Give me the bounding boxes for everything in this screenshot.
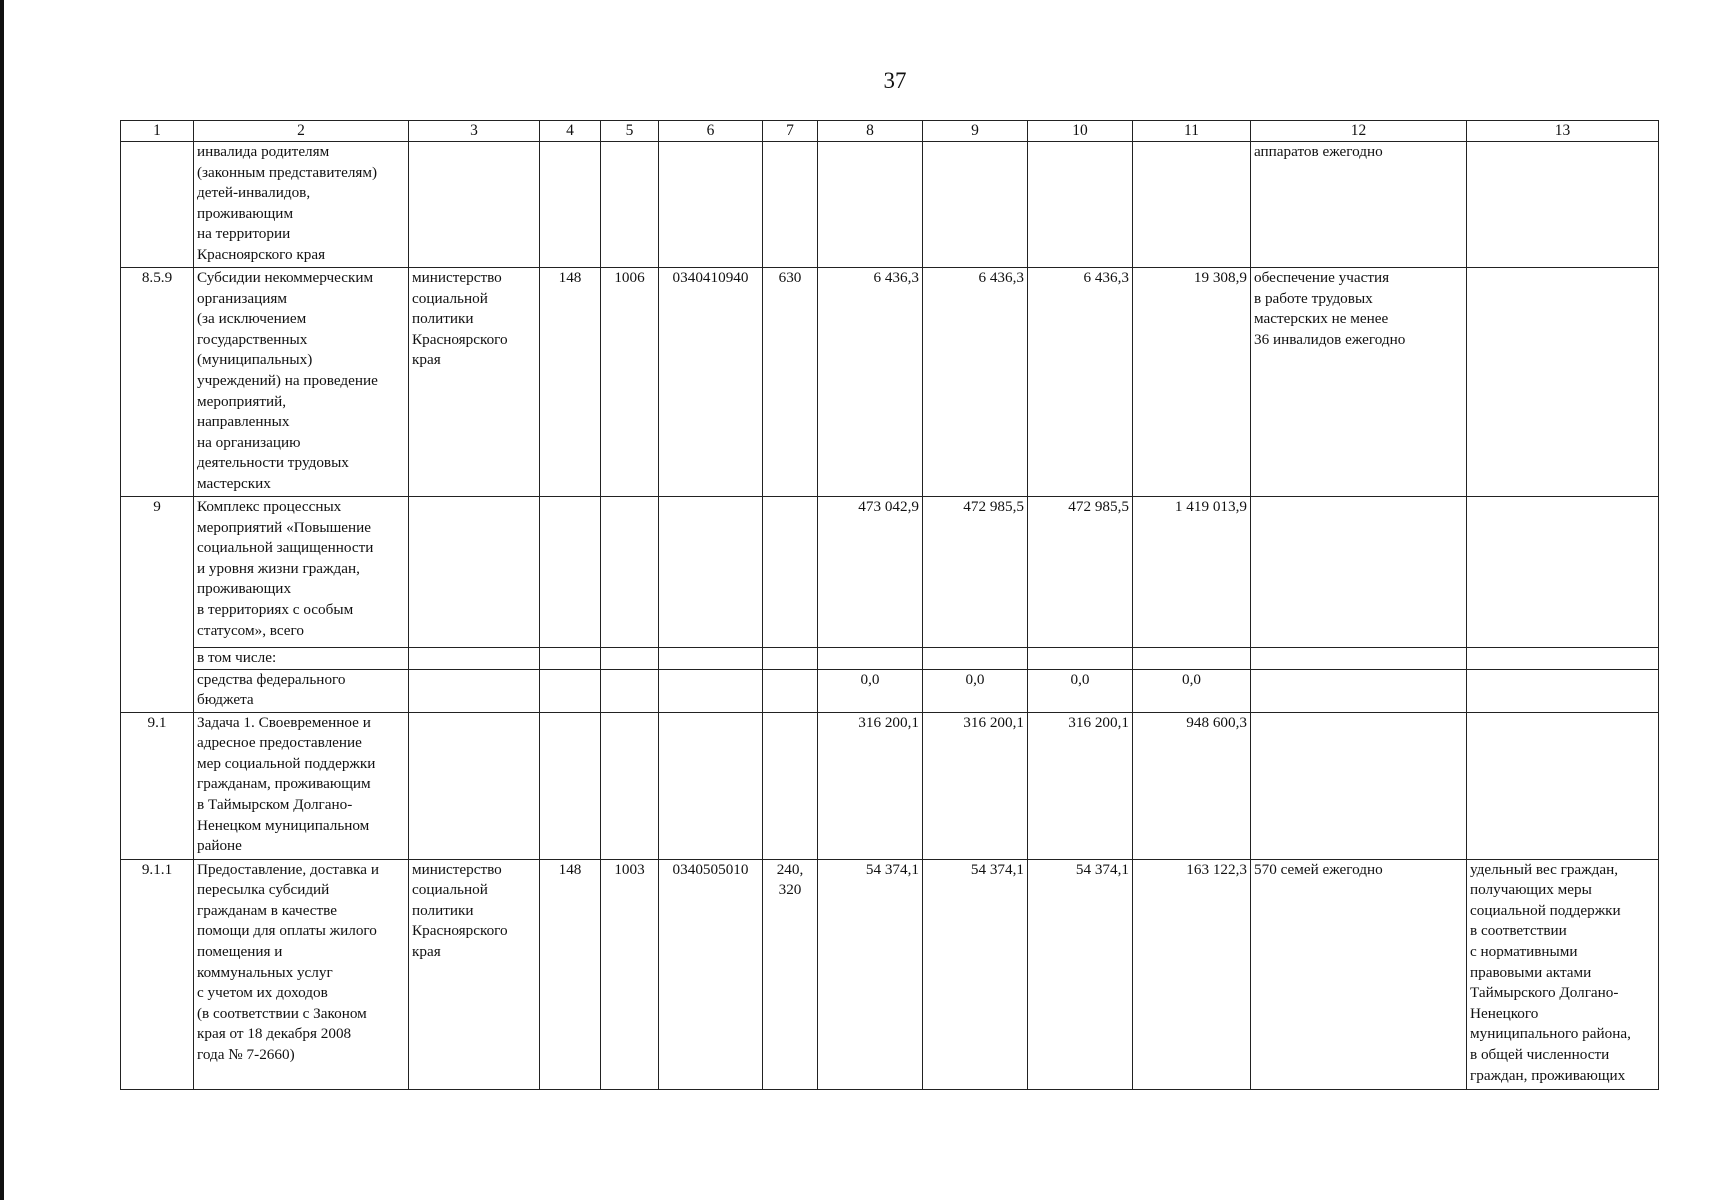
column-number: 1 [121, 121, 194, 142]
table-cell [763, 142, 818, 268]
measure-name-cell: Комплекс процессных мероприятий «Повышение социальной защищенности и уровня жизни граждан, проживающих в территориях с особым статусом», всего [194, 497, 409, 648]
result-cell [1251, 497, 1467, 648]
table-row [121, 497, 1659, 648]
result-cell [1251, 669, 1467, 712]
indicator-cell [1467, 268, 1659, 497]
table-cell [601, 497, 659, 648]
amount-cell: 472 985,5 [923, 497, 1028, 648]
amount-cell: 6 436,3 [818, 268, 923, 497]
table-cell [540, 497, 601, 648]
total-cell: 163 122,3 [1133, 859, 1251, 1089]
column-number: 5 [601, 121, 659, 142]
budget-table [120, 120, 1659, 1090]
table-cell [659, 712, 763, 859]
table-cell [540, 669, 601, 712]
table-row [121, 268, 1659, 497]
amount-cell: 54 374,1 [923, 859, 1028, 1089]
expense-type-cell: 240, 320 [763, 859, 818, 1089]
measure-name-cell: Предоставление, доставка и пересылка субсидий гражданам в качестве помощи для оплаты жилого помещения и коммунальных услуг с учетом их доходов (в соответствии с Законом края от 18 декабря 2008 года № 7-2660) [194, 859, 409, 1089]
responsible-cell [409, 669, 540, 712]
column-number: 12 [1251, 121, 1467, 142]
table-cell [659, 142, 763, 268]
table-cell [659, 669, 763, 712]
amount-cell: 0,0 [818, 669, 923, 712]
section-code-cell: 1006 [601, 268, 659, 497]
table-row [121, 859, 1659, 1089]
table-cell [601, 648, 659, 670]
amount-cell: 54 374,1 [818, 859, 923, 1089]
table-cell [923, 142, 1028, 268]
table-row [121, 648, 1659, 670]
table-cell [659, 648, 763, 670]
table-cell [1467, 648, 1659, 670]
table-cell [540, 648, 601, 670]
column-number: 11 [1133, 121, 1251, 142]
table-cell [1133, 142, 1251, 268]
table-cell [601, 669, 659, 712]
indicator-cell [1467, 712, 1659, 859]
table-cell [1251, 648, 1467, 670]
table-cell [1133, 648, 1251, 670]
result-cell: обеспечение участия в работе трудовых мастерских не менее 36 инвалидов ежегодно [1251, 268, 1467, 497]
amount-cell: 0,0 [1028, 669, 1133, 712]
indicator-cell [1467, 497, 1659, 648]
table-row [121, 712, 1659, 859]
target-code-cell: 0340505010 [659, 859, 763, 1089]
responsible-cell [409, 497, 540, 648]
column-number: 8 [818, 121, 923, 142]
measure-name-cell: в том числе: [194, 648, 409, 670]
amount-cell: 6 436,3 [923, 268, 1028, 497]
section-code-cell: 1003 [601, 859, 659, 1089]
amount-cell: 6 436,3 [1028, 268, 1133, 497]
table-cell [601, 712, 659, 859]
table-cell [763, 712, 818, 859]
total-cell: 19 308,9 [1133, 268, 1251, 497]
column-number: 6 [659, 121, 763, 142]
table-row [121, 669, 1659, 712]
column-number: 7 [763, 121, 818, 142]
result-cell: 570 семей ежегодно [1251, 859, 1467, 1089]
row-index-cell: 9.1.1 [121, 859, 194, 1089]
result-cell: аппаратов ежегодно [1251, 142, 1467, 268]
column-number: 13 [1467, 121, 1659, 142]
column-number: 4 [540, 121, 601, 142]
measure-name-cell: средства федерального бюджета [194, 669, 409, 712]
amount-cell: 54 374,1 [1028, 859, 1133, 1089]
responsible-cell: министерство социальной политики Красноярского края [409, 859, 540, 1089]
row-index-cell [121, 142, 194, 268]
table-cell [763, 669, 818, 712]
row-index-cell: 9.1 [121, 712, 194, 859]
measure-name-cell: инвалида родителям (законным представителям) детей-инвалидов, проживающим на территории Красноярского края [194, 142, 409, 268]
row-index-cell: 8.5.9 [121, 268, 194, 497]
column-number: 3 [409, 121, 540, 142]
table-cell [540, 142, 601, 268]
table-cell [923, 648, 1028, 670]
amount-cell: 472 985,5 [1028, 497, 1133, 648]
indicator-cell: удельный вес граждан, получающих меры социальной поддержки в соответствии с нормативными правовыми актами Таймырского Долгано- Ненецкого муниципального района, в общей численности граждан, проживающих [1467, 859, 1659, 1089]
total-cell: 948 600,3 [1133, 712, 1251, 859]
responsible-cell [409, 712, 540, 859]
column-number: 2 [194, 121, 409, 142]
total-cell: 1 419 013,9 [1133, 497, 1251, 648]
row-index-cell: 9 [121, 497, 194, 713]
column-number-row [121, 121, 1659, 142]
grbs-code-cell: 148 [540, 859, 601, 1089]
responsible-cell [409, 142, 540, 268]
scan-margin-bar [0, 0, 4, 1200]
total-cell: 0,0 [1133, 669, 1251, 712]
indicator-cell [1467, 142, 1659, 268]
table-cell [540, 712, 601, 859]
amount-cell: 0,0 [923, 669, 1028, 712]
result-cell [1251, 712, 1467, 859]
amount-cell: 316 200,1 [818, 712, 923, 859]
measure-name-cell: Задача 1. Своевременное и адресное предоставление мер социальной поддержки гражданам, проживающим в Таймырском Долгано- Ненецком муниципальном районе [194, 712, 409, 859]
expense-type-cell: 630 [763, 268, 818, 497]
table-cell [659, 497, 763, 648]
target-code-cell: 0340410940 [659, 268, 763, 497]
table-cell [601, 142, 659, 268]
table-row [121, 142, 1659, 268]
page-number: 37 [883, 68, 907, 93]
amount-cell: 316 200,1 [923, 712, 1028, 859]
column-number: 10 [1028, 121, 1133, 142]
table-cell [1028, 142, 1133, 268]
amount-cell: 316 200,1 [1028, 712, 1133, 859]
indicator-cell [1467, 669, 1659, 712]
table-cell [818, 648, 923, 670]
table-cell [763, 497, 818, 648]
column-number: 9 [923, 121, 1028, 142]
table-cell [1028, 648, 1133, 670]
responsible-cell: министерство социальной политики Красноярского края [409, 268, 540, 497]
grbs-code-cell: 148 [540, 268, 601, 497]
amount-cell: 473 042,9 [818, 497, 923, 648]
measure-name-cell: Субсидии некоммерческим организациям (за исключением государственных (муниципальных) учреждений) на проведение мероприятий, направленных на организацию деятельности трудовых мастерских [194, 268, 409, 497]
table-cell [763, 648, 818, 670]
table-cell [818, 142, 923, 268]
responsible-cell [409, 648, 540, 670]
